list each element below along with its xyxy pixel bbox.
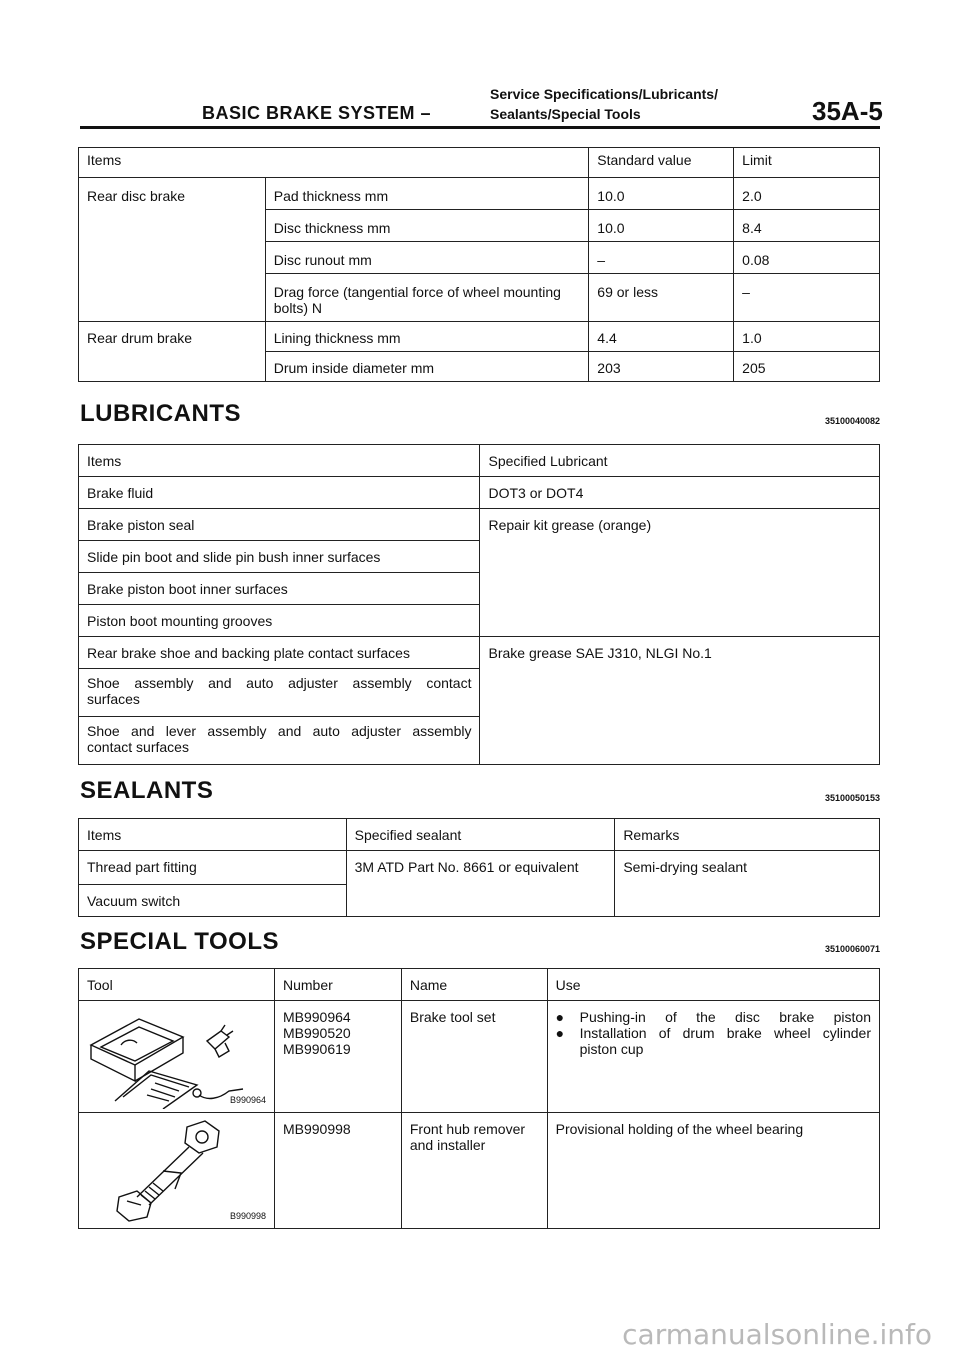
section-subtitle-line1: Service Specifications/Lubricants/ xyxy=(490,86,718,102)
tool-use-item xyxy=(556,1009,871,1025)
sealant-item: Vacuum switch xyxy=(79,885,347,917)
lubricant-spec: Repair kit grease (orange) xyxy=(480,509,880,637)
tool-name-line: and installer xyxy=(409,1137,486,1153)
tools-header-name: Name xyxy=(401,969,547,1001)
spec-standard: 10.0 xyxy=(589,178,734,210)
tool-name xyxy=(401,1113,547,1229)
lubricant-item-line: contact surfaces xyxy=(87,739,189,755)
tool-name: Brake tool set xyxy=(401,1001,547,1113)
spec-header-items: Items xyxy=(79,148,589,178)
tools-header-number: Number xyxy=(274,969,401,1001)
tool-code-label: B990998 xyxy=(229,1211,266,1221)
tool-illustration-cell xyxy=(79,1001,275,1113)
spec-limit: 2.0 xyxy=(734,178,880,210)
lubricants-header-items: Items xyxy=(79,445,480,477)
table-row xyxy=(79,477,880,509)
lubricant-item: Brake piston seal xyxy=(79,509,480,541)
tool-use-text-block xyxy=(580,1025,871,1057)
sealants-title: SEALANTS xyxy=(80,777,214,804)
lubricant-item xyxy=(79,669,480,717)
special-tools-table xyxy=(78,968,880,1229)
tool-use: Provisional holding of the wheel bearing xyxy=(547,1113,879,1229)
sealant-spec: 3M ATD Part No. 8661 or equivalent xyxy=(346,851,615,917)
tool-number: MB990619 xyxy=(282,1041,351,1057)
lubricant-item: Brake piston boot inner surfaces xyxy=(79,573,480,605)
sealants-table xyxy=(78,818,880,917)
tools-header-tool: Tool xyxy=(79,969,275,1001)
table-row xyxy=(79,851,880,885)
spec-limit: 0.08 xyxy=(734,242,880,274)
spec-limit: – xyxy=(734,274,880,322)
lubricant-item: Brake fluid xyxy=(79,477,480,509)
bullet-icon: ● xyxy=(555,1025,565,1041)
watermark-text: carmanualsonline.info xyxy=(622,1318,932,1351)
lubricant-item: Slide pin boot and slide pin bush inner surfaces xyxy=(79,541,480,573)
tool-use-text: piston cup xyxy=(579,1041,644,1057)
spec-limit: 205 xyxy=(734,352,880,382)
spec-table xyxy=(78,147,880,382)
table-row xyxy=(79,1113,880,1229)
special-tools-title: SPECIAL TOOLS xyxy=(80,928,279,955)
lubricant-item-line: Shoe and lever assembly and auto adjuster assembly xyxy=(87,723,472,739)
tool-use-item xyxy=(556,1025,871,1057)
lubricants-table xyxy=(78,444,880,765)
sealants-header-items: Items xyxy=(79,819,347,851)
lubricants-title: LUBRICANTS xyxy=(80,400,241,427)
sealants-header-sealant: Specified sealant xyxy=(346,819,615,851)
tool-illustration-cell xyxy=(79,1113,275,1229)
spec-item-line: bolts) N xyxy=(273,300,322,316)
header-rule xyxy=(80,126,880,129)
lubricants-header-row xyxy=(79,445,880,477)
spec-item: Disc runout mm xyxy=(265,242,589,274)
table-row xyxy=(79,1001,880,1113)
sealants-code: 35100050153 xyxy=(824,793,880,803)
lubricant-item: Rear brake shoe and backing plate contact surfaces xyxy=(79,637,480,669)
spec-header-standard: Standard value xyxy=(589,148,734,178)
spec-header-row xyxy=(79,148,880,178)
spec-limit: 1.0 xyxy=(734,322,880,352)
spec-group-name: Rear disc brake xyxy=(79,178,266,322)
sealant-remarks: Semi-drying sealant xyxy=(615,851,880,917)
spec-standard: 4.4 xyxy=(589,322,734,352)
tool-code-label: B990964 xyxy=(229,1095,266,1105)
lubricant-item: Piston boot mounting grooves xyxy=(79,605,480,637)
table-row xyxy=(79,637,880,669)
spec-limit: 8.4 xyxy=(734,210,880,242)
spec-item xyxy=(265,274,589,322)
page-number: 35A-5 xyxy=(812,96,883,126)
table-row xyxy=(79,509,880,541)
tool-number: MB990964 xyxy=(282,1009,351,1025)
sealant-item: Thread part fitting xyxy=(79,851,347,885)
spec-item: Pad thickness mm xyxy=(265,178,589,210)
tool-number: MB990520 xyxy=(282,1025,351,1041)
lubricants-header-lubricant: Specified Lubricant xyxy=(480,445,880,477)
lubricants-code: 35100040082 xyxy=(824,416,880,426)
tool-use xyxy=(547,1001,879,1113)
spec-standard: 203 xyxy=(589,352,734,382)
lubricant-item-line: Shoe assembly and auto adjuster assembly contact xyxy=(87,675,472,691)
bullet-icon: ● xyxy=(555,1009,565,1025)
table-row xyxy=(79,322,880,352)
tool-use-text: Installation of drum brake wheel cylinder xyxy=(579,1025,871,1041)
tool-use-text: Pushing-in of the disc brake piston xyxy=(579,1009,871,1025)
spec-standard: 69 or less xyxy=(589,274,734,322)
section-subtitle-line2: Sealants/Special Tools xyxy=(490,106,641,122)
lubricant-spec: DOT3 or DOT4 xyxy=(480,477,880,509)
lubricant-item xyxy=(79,717,480,765)
spec-standard: 10.0 xyxy=(589,210,734,242)
spec-item: Lining thickness mm xyxy=(265,322,589,352)
special-tools-code: 35100060071 xyxy=(824,944,880,954)
tool-numbers xyxy=(274,1001,401,1113)
sealants-header-row xyxy=(79,819,880,851)
lubricant-item-line: surfaces xyxy=(87,691,140,707)
lubricant-spec: Brake grease SAE J310, NLGI No.1 xyxy=(480,637,880,765)
spec-item: Disc thickness mm xyxy=(265,210,589,242)
spec-item: Drum inside diameter mm xyxy=(265,352,589,382)
spec-group-name: Rear drum brake xyxy=(79,322,266,382)
spec-standard: – xyxy=(589,242,734,274)
tool-number: MB990998 xyxy=(274,1113,401,1229)
table-row xyxy=(79,178,880,210)
tools-header-use: Use xyxy=(547,969,879,1001)
spec-item-line: Drag force (tangential force of wheel mounting xyxy=(273,284,561,300)
tool-name-line: Front hub remover xyxy=(409,1121,526,1137)
sealants-header-remarks: Remarks xyxy=(615,819,880,851)
spec-header-limit: Limit xyxy=(734,148,880,178)
tools-header-row xyxy=(79,969,880,1001)
section-title: BASIC BRAKE SYSTEM – xyxy=(202,103,432,123)
